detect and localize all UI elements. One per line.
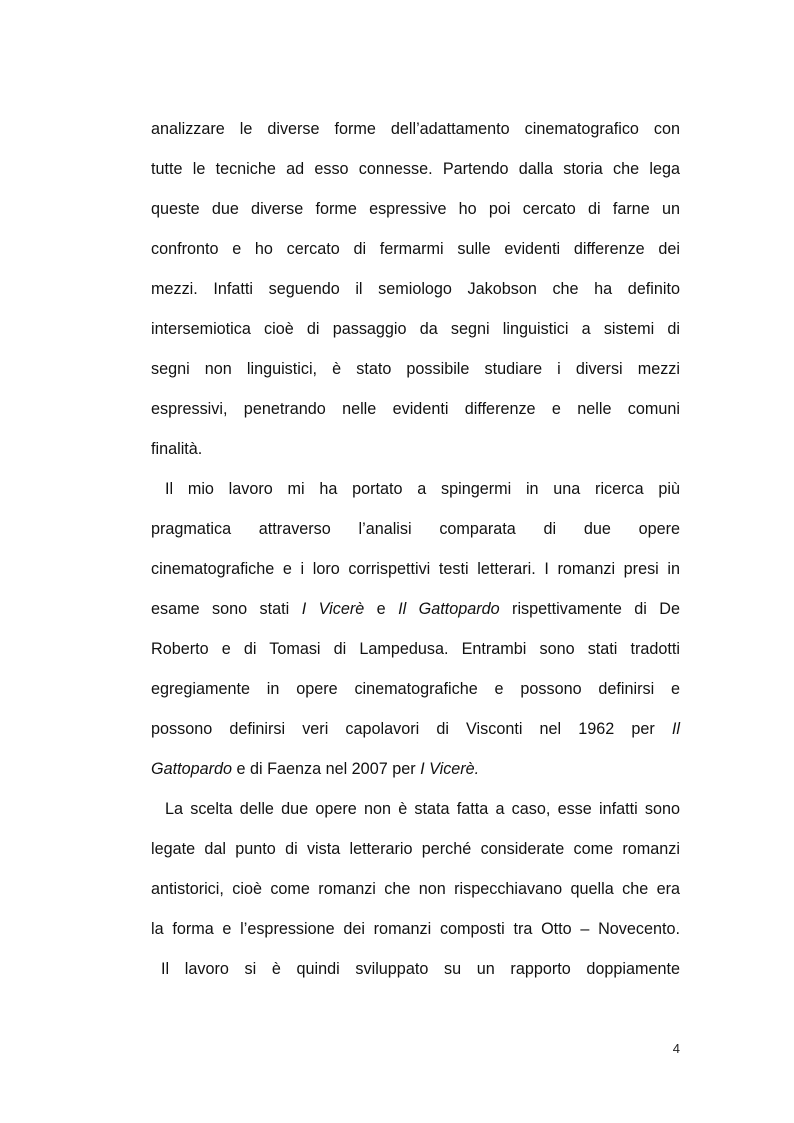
book-title-il-gattopardo: Il Gattopardo	[398, 600, 500, 618]
text-line: espressivi, penetrando nelle evidenti differenze e nelle comuni	[151, 400, 680, 418]
text-line: legate dal punto di vista letterario perché considerate come romanzi	[151, 840, 680, 858]
film-title-il: Il	[671, 720, 680, 738]
text-line: analizzare le diverse forme dell’adattamento cinematografico con	[151, 120, 680, 138]
body-text	[151, 109, 680, 989]
text-line: Gattopardo e di Faenza nel 2007 per I Vicerè.	[151, 760, 480, 778]
text-line: confronto e ho cercato di fermarmi sulle evidenti differenze dei	[151, 240, 680, 258]
paragraph-start-line: Il lavoro si è quindi sviluppato su un rapporto doppiamente	[161, 960, 680, 978]
text-line: mezzi. Infatti seguendo il semiologo Jakobson che ha definito	[151, 280, 680, 298]
book-title-i-vicere: I Vicerè	[301, 600, 365, 618]
text-line: intersemiotica cioè di passaggio da segni linguistici a sistemi di	[151, 320, 680, 338]
text-line: possono definirsi veri capolavori di Visconti nel 1962 per Il	[151, 720, 680, 738]
text-line: antistorici, cioè come romanzi che non rispecchiavano quella che era	[151, 880, 680, 898]
text-line: Roberto e di Tomasi di Lampedusa. Entrambi sono stati tradotti	[151, 640, 680, 658]
text-line: esame sono stati I Vicerè e Il Gattopardo rispettivamente di De	[151, 600, 680, 618]
text-line: cinematografiche e i loro corrispettivi testi letterari. I romanzi presi in	[151, 560, 680, 578]
text-line: pragmatica attraverso l’analisi comparata di due opere	[151, 520, 680, 538]
text-line: la forma e l’espressione dei romanzi composti tra Otto – Novecento.	[151, 920, 680, 938]
text-line: tutte le tecniche ad esso connesse. Partendo dalla storia che lega	[151, 160, 680, 178]
text-line: segni non linguistici, è stato possibile studiare i diversi mezzi	[151, 360, 680, 378]
film-title-i-vicere: I Vicerè.	[420, 760, 480, 778]
film-title-gattopardo: Gattopardo	[151, 760, 232, 778]
text-line: queste due diverse forme espressive ho poi cercato di farne un	[151, 200, 680, 218]
paragraph-start-line: Il mio lavoro mi ha portato a spingermi in una ricerca più	[165, 480, 680, 498]
text-line: egregiamente in opere cinematografiche e possono definirsi e	[151, 680, 680, 698]
paragraph-start-line: La scelta delle due opere non è stata fatta a caso, esse infatti sono	[165, 800, 680, 818]
text-line: finalità.	[151, 440, 203, 458]
page-number: 4	[672, 1041, 680, 1056]
